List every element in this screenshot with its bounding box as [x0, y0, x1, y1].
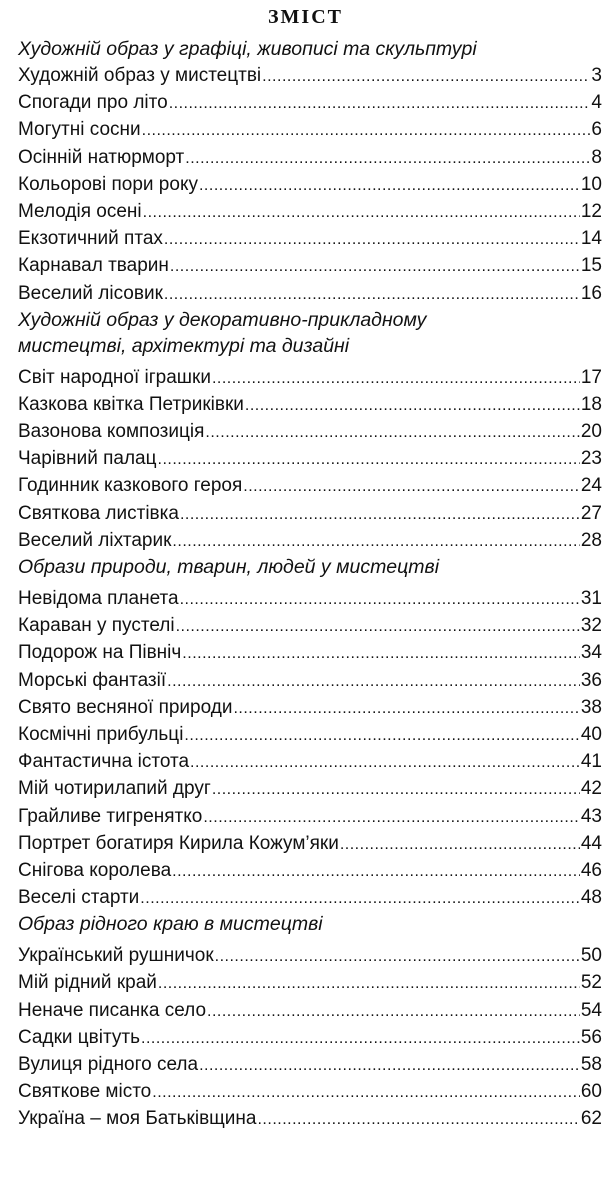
entry-page: 60 — [580, 1081, 602, 1103]
section-heading: Образи природи, тварин, людей у мистецтві — [18, 556, 440, 578]
toc-entry[interactable] — [18, 721, 602, 748]
dot-leader — [143, 199, 580, 226]
dot-leader — [233, 695, 579, 722]
entry-page: 18 — [580, 393, 602, 415]
section-heading-continued: мистецтві, архітектурі та дизайні — [18, 334, 350, 357]
toc-entry[interactable] — [18, 1105, 602, 1132]
entry-page: 8 — [591, 146, 602, 168]
entry-page: 43 — [580, 805, 602, 827]
entry-title: Український рушничок — [18, 945, 214, 967]
toc-entry[interactable] — [18, 748, 602, 775]
toc-entry[interactable] — [18, 612, 602, 639]
entry-page: 42 — [580, 778, 602, 800]
entry-title: Карнавал тварин — [18, 255, 169, 277]
entry-page: 16 — [580, 282, 602, 304]
dot-leader — [212, 776, 580, 803]
toc-entry[interactable] — [18, 225, 602, 252]
toc-section — [18, 307, 602, 554]
toc-entry[interactable] — [18, 942, 602, 969]
toc-section — [18, 36, 602, 307]
dot-leader — [152, 1079, 580, 1106]
entry-title: Подорож на Північ — [18, 642, 182, 664]
toc-entry[interactable] — [18, 857, 602, 884]
entry-title: Святкове місто — [18, 1081, 152, 1103]
entry-title: Космічні прибульці — [18, 723, 184, 745]
dot-leader — [172, 528, 579, 555]
dot-leader — [176, 613, 580, 640]
toc-entry[interactable] — [18, 1078, 602, 1105]
toc-entry[interactable] — [18, 62, 602, 89]
section-heading: Образ рідного краю в мистецтві — [18, 913, 323, 936]
toc-entry[interactable] — [18, 89, 602, 116]
toc-entry[interactable] — [18, 639, 602, 666]
entry-page: 41 — [580, 751, 602, 773]
entry-page: 3 — [591, 65, 602, 86]
entry-title: Морські фантазії — [18, 669, 167, 691]
entry-page: 38 — [580, 696, 602, 718]
entry-page: 12 — [580, 200, 602, 222]
entry-title: Грайливе тигренятко — [18, 805, 203, 827]
toc-entry[interactable] — [18, 472, 602, 499]
dot-leader — [203, 804, 580, 831]
dot-leader — [262, 63, 590, 90]
entry-title: Могутні сосни — [18, 119, 141, 141]
entry-title: Веселі старти — [18, 887, 140, 909]
toc-entry[interactable] — [18, 667, 602, 694]
entry-title: Караван у пустелі — [18, 615, 175, 637]
toc-entry[interactable] — [18, 969, 602, 996]
entry-page: 52 — [580, 972, 602, 994]
entry-title: Вазонова композиція — [18, 421, 205, 443]
entry-page: 34 — [580, 642, 602, 664]
dot-leader — [207, 998, 580, 1025]
dot-leader — [180, 501, 580, 528]
dot-leader — [164, 226, 580, 253]
entry-page: 31 — [580, 588, 602, 609]
entry-page: 4 — [591, 92, 602, 114]
dot-leader — [257, 1106, 579, 1133]
dot-leader — [182, 640, 580, 667]
dot-leader — [164, 281, 580, 308]
dot-leader — [212, 365, 580, 392]
dot-leader — [190, 749, 580, 776]
dot-leader — [180, 586, 580, 613]
entry-title: Мелодія осені — [18, 200, 142, 222]
entry-title: Мій чотирилапий друг — [18, 778, 211, 800]
dot-leader — [199, 1052, 580, 1079]
dot-leader — [158, 446, 580, 473]
entry-page: 46 — [580, 859, 602, 881]
toc-entry[interactable] — [18, 775, 602, 802]
entry-page: 28 — [580, 529, 602, 551]
toc-entry[interactable] — [18, 997, 602, 1024]
page-title: ЗМІСТ — [268, 6, 343, 28]
entry-page: 6 — [591, 119, 602, 141]
entry-page: 44 — [580, 832, 602, 854]
dot-leader — [167, 668, 580, 695]
entry-page: 36 — [580, 669, 602, 691]
entry-title: Спогади про літо — [18, 92, 168, 114]
dot-leader — [340, 831, 580, 858]
dot-leader — [184, 722, 579, 749]
entry-title: Вулиця рідного села — [18, 1054, 199, 1075]
toc-entry[interactable] — [18, 803, 602, 830]
entry-title: Екзотичний птах — [18, 228, 163, 250]
dot-leader — [172, 858, 580, 885]
entry-page: 17 — [580, 366, 602, 388]
toc-entry[interactable] — [18, 418, 602, 445]
toc-entry[interactable] — [18, 527, 602, 554]
toc-entry[interactable] — [18, 171, 602, 198]
toc-entry[interactable] — [18, 198, 602, 225]
entry-page: 24 — [580, 475, 602, 497]
toc-entry[interactable] — [18, 144, 602, 171]
entry-title: Казкова квітка Петриківки — [18, 393, 244, 415]
entry-title: Веселий лісовик — [18, 282, 163, 304]
dot-leader — [158, 970, 580, 997]
entry-page: 32 — [580, 615, 602, 637]
toc-section — [18, 911, 602, 1132]
dot-leader — [185, 145, 590, 172]
entry-title: Веселий ліхтарик — [18, 529, 172, 551]
entry-title: Садки цвітуть — [18, 1026, 141, 1048]
entry-page: 20 — [580, 421, 602, 443]
entry-title: Свято весняної природи — [18, 696, 233, 718]
entry-page: 15 — [580, 255, 602, 277]
dot-leader — [141, 1025, 580, 1052]
entry-title: Україна – моя Батьківщина — [18, 1108, 257, 1130]
toc-entry[interactable] — [18, 445, 602, 472]
entry-page: 50 — [580, 945, 602, 967]
section-heading: Художній образ у графіці, живописі та скульптурі — [18, 38, 477, 60]
toc-entry[interactable] — [18, 1051, 602, 1078]
entry-page: 56 — [580, 1026, 602, 1048]
entry-title: Мій рідний край — [18, 972, 157, 994]
entry-page: 10 — [580, 173, 602, 195]
entry-page: 23 — [580, 448, 602, 470]
toc-entry[interactable] — [18, 1024, 602, 1051]
entry-title: Неначе писанка село — [18, 999, 207, 1021]
entry-title: Портрет богатиря Кирила Кожум’яки — [18, 832, 339, 854]
entry-page: 62 — [580, 1108, 602, 1130]
toc-entry[interactable] — [18, 391, 602, 418]
entry-title: Кольорові пори року — [18, 173, 198, 195]
toc-entry[interactable] — [18, 500, 602, 527]
dot-leader — [140, 885, 580, 912]
dot-leader — [245, 392, 580, 419]
toc-entry[interactable] — [18, 694, 602, 721]
toc-entry[interactable] — [18, 830, 602, 857]
entry-title: Художній образ у мистецтві — [18, 65, 262, 86]
toc-entry[interactable] — [18, 116, 602, 143]
dot-leader — [169, 90, 591, 117]
dot-leader — [142, 117, 591, 144]
toc-entry[interactable] — [18, 585, 602, 612]
dot-leader — [215, 943, 580, 970]
entry-title: Чарівний палац — [18, 448, 157, 470]
entry-title: Святкова листівка — [18, 502, 179, 524]
toc-entry[interactable] — [18, 364, 602, 391]
entry-page: 40 — [580, 723, 602, 745]
entry-page: 27 — [580, 502, 602, 524]
toc-entry[interactable] — [18, 280, 602, 307]
toc-section — [18, 554, 602, 911]
entry-title: Фантастична істота — [18, 751, 190, 773]
entry-page: 54 — [580, 999, 602, 1021]
entry-page: 58 — [580, 1054, 602, 1075]
entry-title: Снігова королева — [18, 859, 172, 881]
entry-title: Невідома планета — [18, 588, 179, 609]
toc-entry[interactable] — [18, 252, 602, 279]
dot-leader — [199, 172, 580, 199]
dot-leader — [205, 419, 579, 446]
entry-page: 14 — [580, 228, 602, 250]
entry-title: Осінній натюрморт — [18, 146, 185, 168]
section-heading: Художній образ у декоративно-прикладному — [18, 308, 427, 331]
dot-leader — [243, 473, 580, 500]
entry-page: 48 — [580, 887, 602, 909]
table-of-contents — [18, 36, 602, 1133]
entry-title: Світ народної іграшки — [18, 366, 211, 388]
entry-title: Годинник казкового героя — [18, 475, 243, 497]
dot-leader — [170, 253, 580, 280]
toc-entry[interactable] — [18, 884, 602, 911]
